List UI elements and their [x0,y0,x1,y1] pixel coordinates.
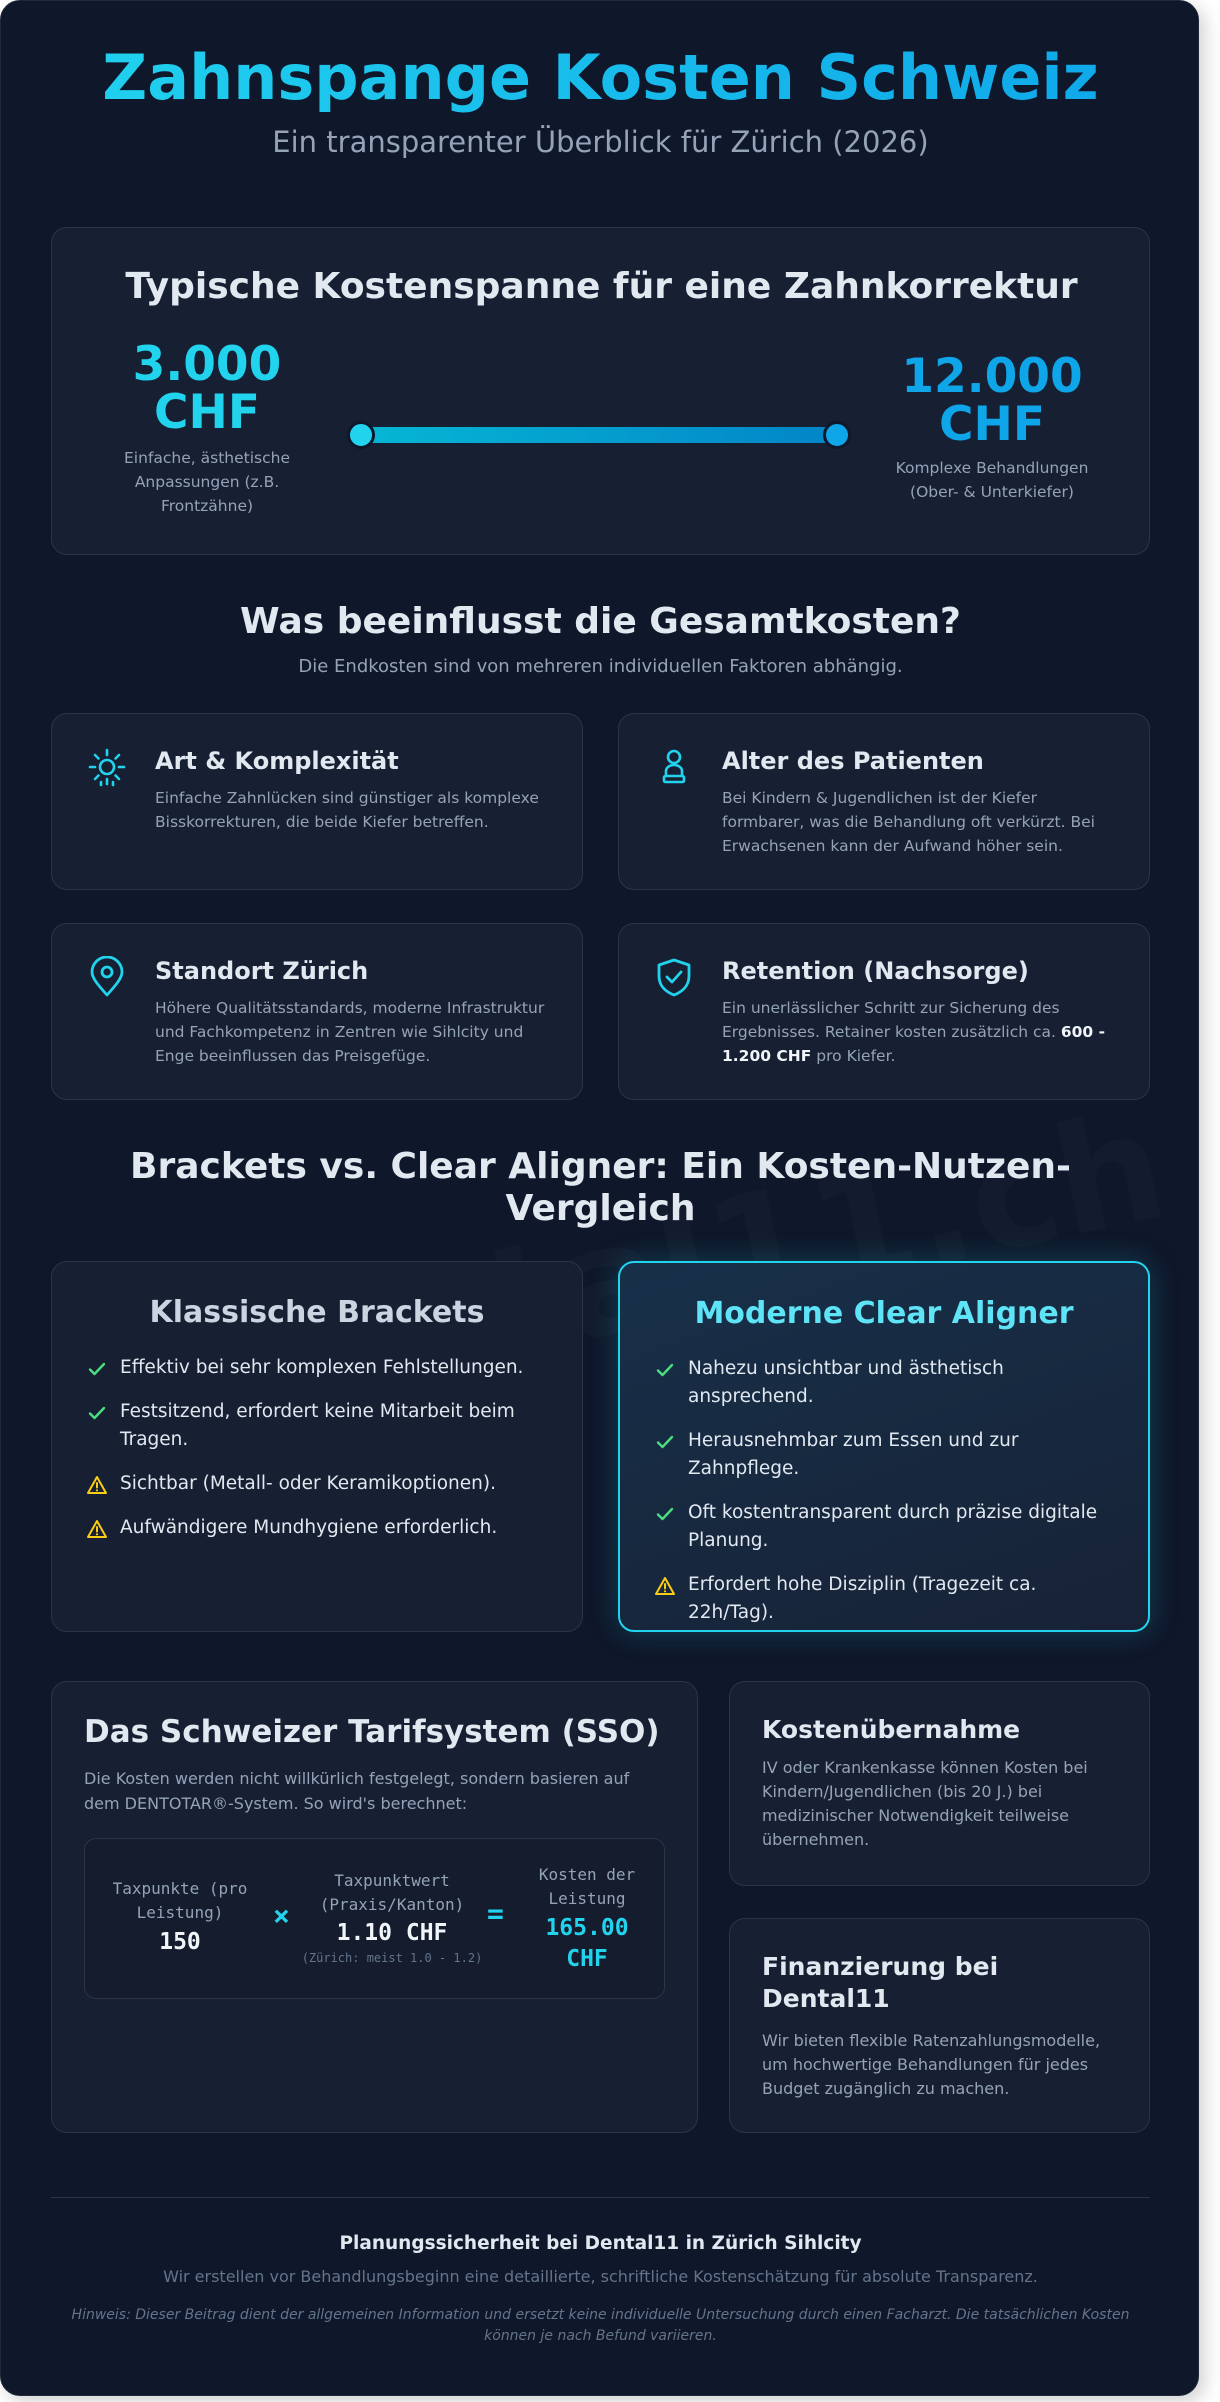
min-price [92,337,322,440]
list-item-text: Nahezu unsichtbar und ästhetisch ansprechend. [688,1358,1004,1407]
list-item [86,1470,556,1498]
page-subtitle: Ein transparenter Überblick für Zürich (2026) [272,125,929,159]
min-price-currency: CHF [154,385,260,440]
equals-sign: = [487,1897,504,1930]
retainer-cost: 600 - 1.200 CHF [722,1023,1106,1065]
range-min-marker [347,421,375,449]
warning-icon [654,1575,676,1597]
list-item-text: Sichtbar (Metall- oder Keramikoptionen). [120,1473,496,1494]
tarif-calculation [84,1838,665,1999]
max-price-note: Komplexe Behandlungen (Ober- & Unterkiefer) [895,459,1089,501]
aligner-list [654,1355,1124,1643]
warning-icon [86,1474,108,1496]
factor-title: Standort Zürich [155,957,369,985]
points-label: Taxpunkte (pro Leistung) [112,1879,248,1922]
factor-text: Höhere Qualitätsstandards, moderne Infrastruktur und Fachkompetenz in Zentren wie Sihlcity und Enge beeinflussen das Preisgefüge. [155,999,545,1065]
list-item-text: Aufwändigere Mundhygiene erforderlich. [120,1517,498,1538]
check-icon [86,1358,108,1380]
warning-icon [86,1518,108,1540]
factor-text: Einfache Zahnlücken sind günstiger als komplexe Bisskorrekturen, die beide Kiefer betreffen. [155,789,539,831]
cost-range-title: Typische Kostenspanne für eine Zahnkorrektur [125,266,1078,307]
points-value: 150 [159,1929,201,1955]
factor-title: Alter des Patienten [722,747,984,775]
rate-value: 1.10 CHF [336,1920,448,1946]
footer-divider [51,2197,1150,2198]
list-item-text: Oft kostentransparent durch präzise digitale Planung. [688,1502,1098,1551]
financing-title: Finanzierung bei Dental11 [762,1952,999,2013]
list-item [86,1514,556,1542]
aligner-title: Moderne Clear Aligner [694,1296,1074,1331]
footer-headline: Planungssicherheit bei Dental11 in Zürich Sihlcity [339,2233,862,2254]
shield-check-icon [653,956,695,998]
check-icon [86,1402,108,1424]
tarif-text: Die Kosten werden nicht willkürlich festgelegt, sondern basieren auf dem DENTOTAR®-System. So wird's berechnet: [84,1769,630,1813]
range-bar [362,427,847,443]
range-max-marker [823,421,851,449]
list-item [86,1398,556,1454]
list-item-text: Effektiv bei sehr komplexen Fehlstellungen. [120,1357,524,1378]
brackets-list [86,1354,556,1558]
factor-title: Retention (Nachsorge) [722,957,1029,985]
max-price-value: 12.000 [901,349,1083,404]
factor-title: Art & Komplexität [155,747,399,775]
factor-text-intro: Ein unerlässlicher Schritt zur Sicherung des Ergebnisses. Retainer kosten zusätzlich ca. [722,999,1061,1041]
coverage-card [729,1681,1150,1886]
financing-text: Wir bieten flexible Ratenzahlungsmodelle, um hochwertige Behandlungen für jedes Budget zugänglich zu machen. [762,2031,1101,2098]
tarif-card [51,1681,698,2133]
list-item [654,1355,1124,1411]
footer-disclaimer: Hinweis: Dieser Beitrag dient der allgemeinen Information und ersetzt keine individuelle Untersuchung durch einen Facharzt. Die tatsächlichen Kosten können je nach Befund variieren. [71,2307,1130,2344]
page-title: Zahnspange Kosten Schweiz [1,41,1199,114]
list-item [654,1499,1124,1555]
coverage-title: Kostenübernahme [762,1715,1021,1744]
list-item [654,1427,1124,1483]
comparison-title: Brackets vs. Clear Aligner: Ein Kosten-Nutzen-Vergleich [130,1146,1071,1229]
factor-text [722,996,1122,1068]
factor-text-suffix: pro Kiefer. [811,1047,896,1065]
tarif-title: Das Schweizer Tarifsystem (SSO) [84,1714,660,1750]
max-price [862,349,1122,452]
rate-label: Taxpunktwert (Praxis/Kanton) [319,1871,465,1914]
cost-value: 165.00 CHF [545,1915,629,1972]
list-item [86,1354,556,1382]
footer-text: Wir erstellen vor Behandlungsbeginn eine detaillierte, schriftliche Kostenschätzung für absolute Transparenz. [163,2267,1038,2286]
map-pin-icon [86,956,128,998]
list-item-text: Herausnehmbar zum Essen und zur Zahnpflege. [688,1430,1019,1479]
min-price-note: Einfache, ästhetische Anpassungen (z.B. Frontzähne) [124,449,290,515]
max-price-currency: CHF [939,397,1045,452]
financing-card [729,1918,1150,2133]
list-item-text: Erfordert hohe Disziplin (Tragezeit ca. 22h/Tag). [688,1574,1037,1623]
factors-title: Was beeinflusst die Gesamtkosten? [240,601,961,642]
gear-icon [86,746,128,788]
aligner-card [618,1261,1150,1632]
person-icon [653,746,695,788]
factor-card-age [618,713,1150,890]
brackets-card [51,1261,583,1632]
factor-text: Bei Kindern & Jugendlichen ist der Kiefer formbarer, was die Behandlung oft verkürzt. Bei Erwachsenen kann der Aufwand höher sein. [722,789,1095,855]
min-price-value: 3.000 [132,337,282,392]
brackets-title: Klassische Brackets [149,1295,485,1330]
cost-range-card [51,227,1150,555]
list-item [654,1571,1124,1627]
multiply-sign: × [273,1899,290,1932]
cost-label: Kosten der Leistung [538,1865,636,1908]
list-item-text: Festsitzend, erfordert keine Mitarbeit beim Tragen. [120,1401,515,1450]
check-icon [654,1359,676,1381]
factors-subtitle: Die Endkosten sind von mehreren individuellen Faktoren abhängig. [298,656,903,677]
factor-card-location [51,923,583,1100]
check-icon [654,1503,676,1525]
rate-hint: (Zürich: meist 1.0 - 1.2) [301,1951,483,1965]
factor-card-complexity [51,713,583,890]
coverage-text: IV oder Krankenkasse können Kosten bei Kindern/Jugendlichen (bis 20 J.) bei medizinischer Notwendigkeit teilweise übernehmen. [762,1758,1088,1849]
check-icon [654,1431,676,1453]
factor-card-retention [618,923,1150,1100]
